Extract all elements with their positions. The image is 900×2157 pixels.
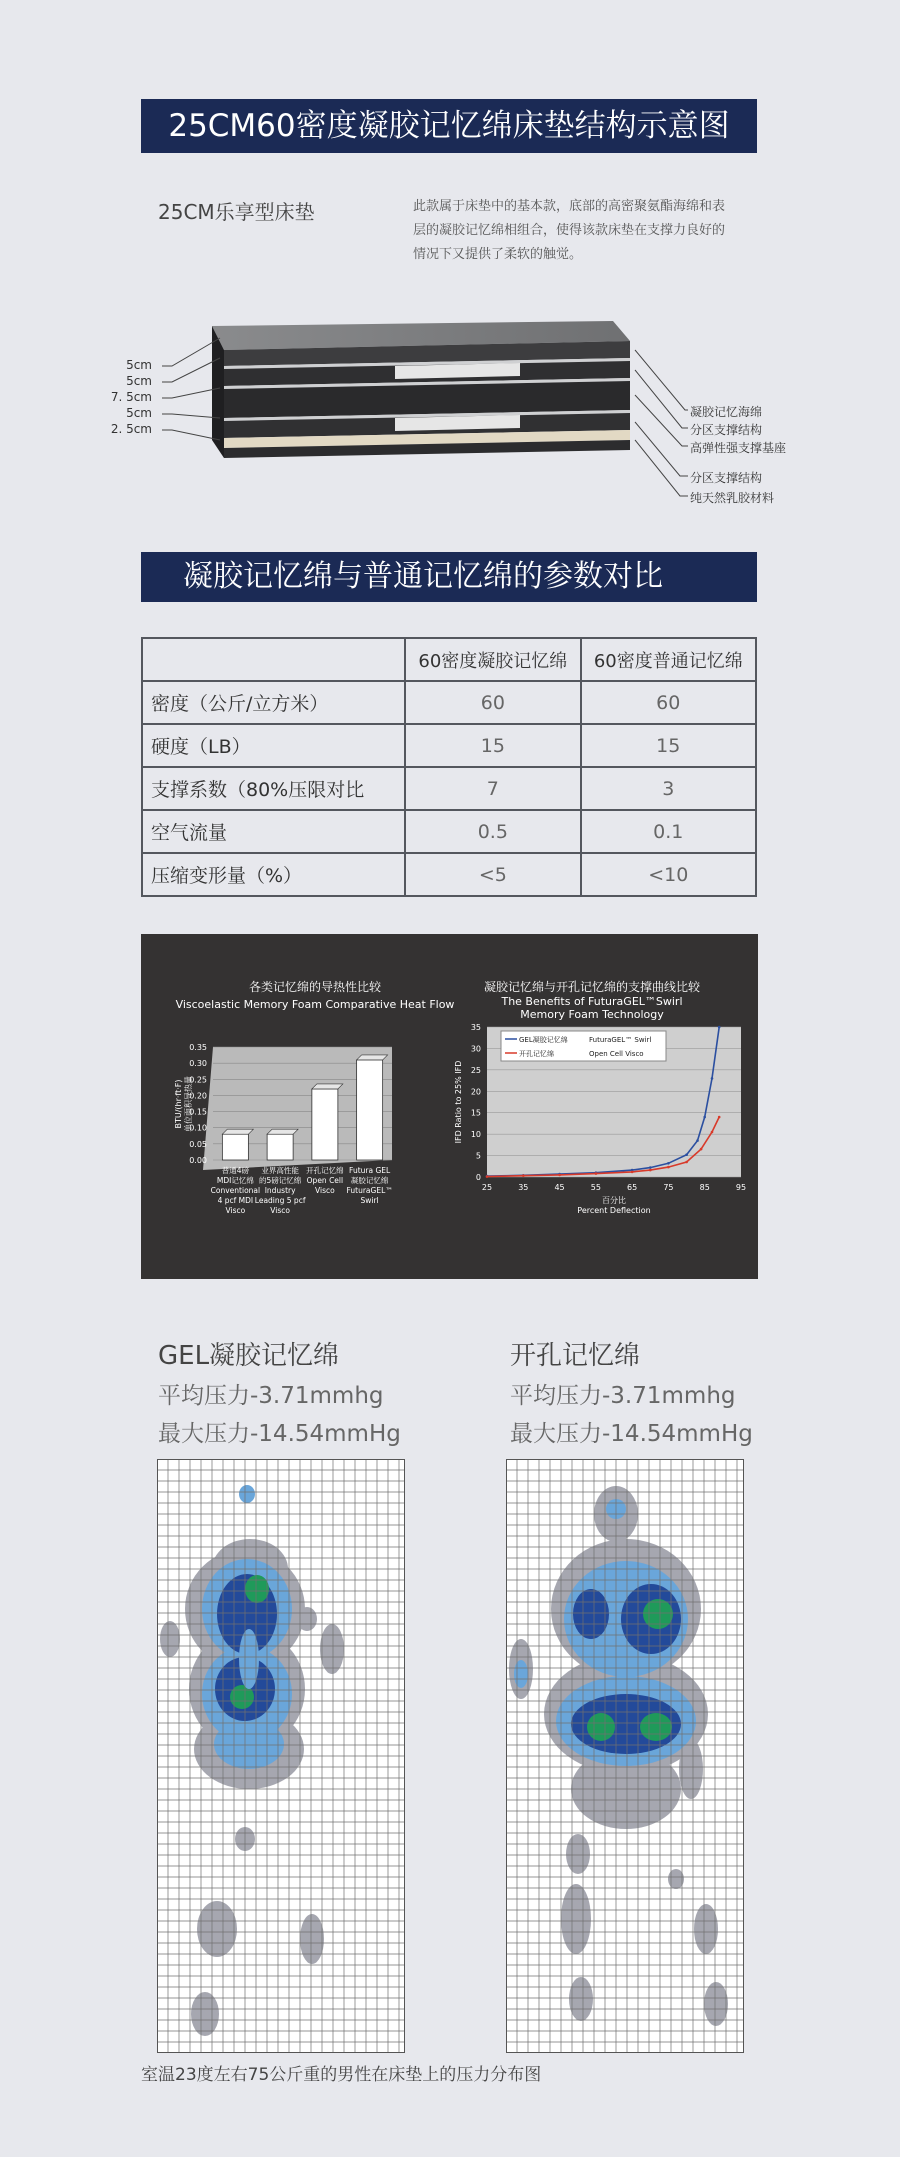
table-cell-value: 60 [581,681,756,724]
legend-label: FuturaGEL™ Swirl [589,1036,652,1044]
bar-category-label: Conventional [210,1186,261,1195]
line-point [667,1166,670,1169]
line-ylabel: IFD Ratio to 25% IFD [454,1060,463,1144]
charts-panel [141,934,758,1279]
bar-category-label: Visco [270,1206,290,1215]
line-xtick-label: 95 [735,1183,747,1192]
banner-title: 25CM60密度凝胶记忆绵床垫结构示意图 [168,108,730,144]
line-xtick-label: 75 [663,1183,674,1192]
bar [222,1134,248,1160]
line-xtick-label: 35 [518,1183,529,1192]
pressure-map-gel [157,1459,405,2053]
bar-chart-title: 各类记忆绵的导热性比较 [248,980,382,994]
bar-category-label: Visco [315,1186,335,1195]
bar-top [222,1129,253,1134]
bar-category-label: MDI记忆绵 [216,1176,254,1185]
pressure-map-open-cell [506,1459,744,2053]
bar-chart-subtitle: Viscoelastic Memory Foam Comparative Heat Flow [175,998,455,1011]
line-point [522,1174,525,1177]
parameter-comparison-table [141,637,757,897]
line-point [649,1169,652,1172]
layer-material-label: 分区支撑结构 [690,423,763,437]
table-cell-param: 压缩变形量（%） [142,853,405,896]
pressure-avg-gel: 平均压力-3.71mmhg [158,1383,384,1409]
line-xlabel: 百分比 [602,1196,626,1205]
bar-category-label: FuturaGEL™ [346,1186,393,1195]
line-point [685,1161,688,1164]
bar-category-label: Swirl [360,1196,379,1205]
line-ytick-label: 20 [470,1087,481,1097]
product-subtitle: 25CM乐享型床垫 [158,200,315,224]
table-cell-value: 7 [405,767,580,810]
line-xtick-label: 55 [590,1183,601,1192]
layer-thickness-label: 2. 5cm [110,422,152,436]
layer-thickness-label: 5cm [126,374,152,388]
bar-top [267,1129,298,1134]
bar-ytick-label: 0.10 [189,1123,207,1133]
charts-svg [141,934,758,1279]
line-point [685,1153,688,1156]
line-point [696,1139,699,1142]
bar-category-label: 业界高性能 [261,1166,299,1175]
bar-category-label: Futura GEL [349,1166,391,1175]
pressure-map-caption: 室温23度左右75公斤重的男性在床垫上的压力分布图 [141,2065,542,2085]
product-description [413,195,753,267]
table-cell-value: 15 [405,724,580,767]
line-point [703,1116,706,1119]
pressure-title-open-cell: 开孔记忆绵 [510,1341,641,1371]
bar-category-label: 普通4磅 [221,1166,250,1175]
layer-material-label: 凝胶记忆海绵 [690,405,763,419]
line-xtick-label: 45 [554,1183,565,1192]
line-point [558,1174,561,1177]
line-xtick-label: 25 [481,1183,493,1192]
bar-ytick-label: 0.25 [189,1075,207,1085]
table-cell-value: <5 [405,853,580,896]
line-chart-subtitle2: Memory Foam Technology [520,1008,664,1021]
table-row [142,810,756,853]
table-cell-value: 0.5 [405,810,580,853]
bar [357,1060,383,1160]
line-point [631,1171,634,1174]
pressure-max-open-cell: 最大压力-14.54mmHg [510,1421,753,1447]
line-ytick-label: 0 [475,1173,481,1182]
layer-thickness-label: 5cm [126,406,152,420]
bar-category-label: 凝胶记忆绵 [350,1176,389,1185]
table-row [142,853,756,896]
bar-category-label: Industry [264,1186,296,1195]
legend-label: 开孔记忆绵 [519,1050,554,1058]
pressure-avg-open-cell: 平均压力-3.71mmhg [510,1383,736,1409]
line-chart-subtitle: The Benefits of FuturaGEL™Swirl [501,995,683,1008]
layer-thickness-label: 5cm [126,358,152,372]
pressure-max-gel: 最大压力-14.54mmHg [158,1421,401,1447]
description-line: 此款属于床垫中的基本款，底部的高密聚氨酯海绵和表 [413,199,726,214]
bar-ytick-label: 0.35 [189,1043,207,1052]
layer-material-label: 高弹性强支撑基座 [690,441,787,455]
line-xtick-label: 85 [699,1183,710,1192]
bar-category-label: Visco [225,1206,246,1215]
line-point [667,1162,670,1165]
bar-ytick-label: 0.05 [189,1139,207,1149]
bar-category-label: 4 pcf MDI [217,1196,254,1205]
line-ytick-label: 35 [470,1023,481,1032]
line-point [718,1116,721,1119]
table-row [142,724,756,767]
table-cell-param: 密度（公斤/立方米） [142,681,405,724]
table-cell-param: 硬度（LB） [142,724,405,767]
line-point [649,1166,652,1169]
table-header-cell [142,638,405,681]
legend-label: Open Cell Visco [589,1050,644,1058]
line-point [595,1172,598,1175]
line-ytick-label: 5 [475,1151,481,1161]
line-xtick-label: 65 [627,1183,638,1192]
table-cell-value: 0.1 [581,810,756,853]
table-row [142,681,756,724]
line-point [711,1077,714,1080]
pressure-title-gel: GEL凝胶记忆绵 [158,1341,340,1371]
line-ytick-label: 15 [470,1108,481,1118]
table-cell-param: 空气流量 [142,810,405,853]
bar [312,1089,338,1160]
table-cell-value: 15 [581,724,756,767]
bar-category-label: 的5磅记忆绵 [258,1176,302,1185]
line-ytick-label: 10 [470,1130,481,1140]
line-chart-title: 凝胶记忆绵与开孔记忆绵的支撑曲线比较 [483,980,701,994]
table-header-cell: 60密度普通记忆绵 [581,638,756,681]
table-cell-value: 60 [405,681,580,724]
section-banner-comparison [141,552,757,602]
bar-category-label: Open Cell [306,1176,344,1185]
bar-ytick-label: 0.00 [189,1156,207,1165]
table-header-row [142,638,756,681]
line-point [711,1131,714,1134]
table-header-cell: 60密度凝胶记忆绵 [405,638,580,681]
layer-material-label: 分区支撑结构 [690,471,763,485]
description-line: 情况下又提供了柔软的触觉。 [413,247,583,262]
table-cell-param: 支撑系数（80%压限对比 [142,767,405,810]
bar-category-label: Leading 5 pcf [254,1196,306,1205]
banner-title: 凝胶记忆绵与普通记忆绵的参数对比 [183,559,663,594]
bar-ylabel: BTU/(hr·ft·F) [174,1079,183,1129]
table-row [142,767,756,810]
description-line: 层的凝胶记忆绵相组合，使得该款床垫在支撑力良好的 [413,223,726,238]
line-point [486,1175,489,1178]
line-point [718,1026,721,1029]
bar-category-label: 开孔记忆绵 [306,1166,344,1175]
bar-top [312,1084,343,1089]
line-ytick-label: 25 [470,1065,481,1075]
bar-ylabel-cn: 单位面积导热量 [184,1076,193,1132]
bar-ytick-label: 0.30 [189,1059,207,1069]
table-cell-value: 3 [581,767,756,810]
layer-thickness-label: 7. 5cm [110,390,152,404]
bar [267,1134,293,1160]
bar-top [357,1055,388,1060]
line-xlabel-en: Percent Deflection [577,1206,651,1215]
line-point [700,1148,703,1151]
line-ytick-label: 30 [470,1044,481,1054]
table-cell-value: <10 [581,853,756,896]
layer-material-label: 纯天然乳胶材料 [690,491,775,505]
section-banner-structure [141,99,757,153]
legend-label: GEL凝胶记忆绵 [519,1036,568,1044]
bar-ytick-label: 0.20 [189,1091,207,1101]
bar-ytick-label: 0.15 [189,1107,207,1117]
